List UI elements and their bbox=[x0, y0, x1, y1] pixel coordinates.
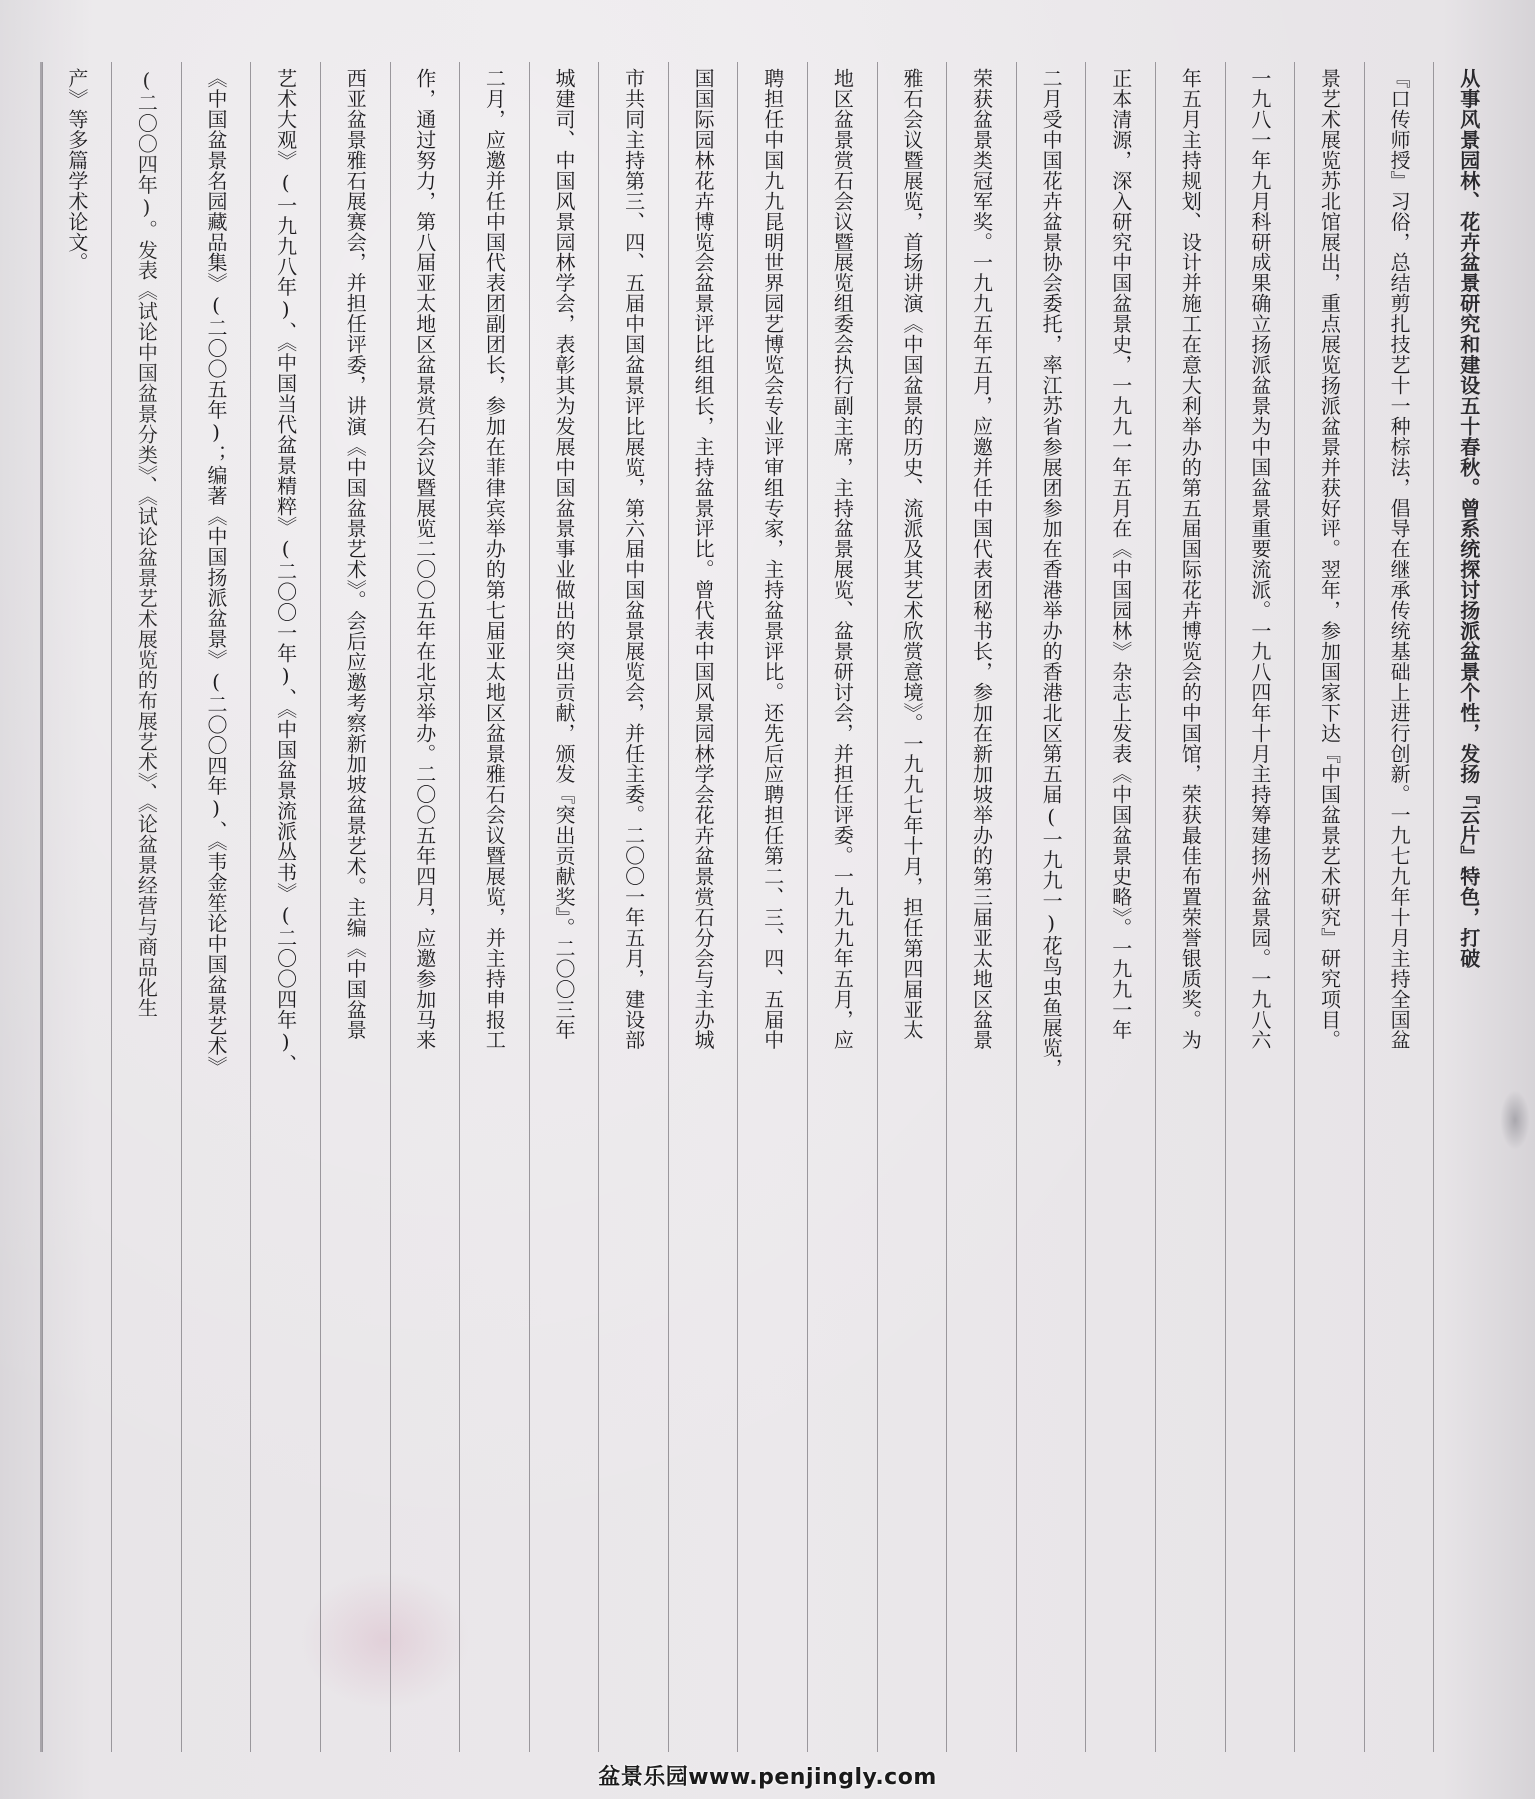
text-column bbox=[1294, 62, 1364, 1752]
text-column bbox=[598, 62, 668, 1752]
text-column bbox=[1225, 62, 1295, 1752]
column-text: 荣获盆景类冠军奖。一九九五年五月，应邀并任中国代表团秘书长，参加在新加坡举办的第三届亚太地区盆景 bbox=[969, 68, 994, 1051]
text-column bbox=[459, 62, 529, 1752]
column-text: 二月，应邀并任中国代表团副团长，参加在菲律宾举办的第七届亚太地区盆景雅石会议暨展览，并主持申报工 bbox=[482, 68, 507, 1051]
column-text: 国国际园林花卉博览会盆景评比组组长，主持盆景评比。曾代表中国风景园林学会花卉盆景赏石分会与主办城 bbox=[691, 68, 716, 1051]
text-column bbox=[250, 62, 320, 1752]
vertical-text-body bbox=[42, 62, 1503, 1752]
text-column bbox=[1016, 62, 1086, 1752]
column-text: 从事风景园林、花卉盆景研究和建设五十春秋。曾系统探讨扬派盆景个性，发扬『云片』特色，打破 bbox=[1456, 68, 1481, 969]
column-text: 市共同主持第三、四、五届中国盆景评比展览，第六届中国盆景展览会，并任主委。二〇〇一年五月，建设部 bbox=[621, 68, 646, 1051]
text-column bbox=[111, 62, 181, 1752]
site-watermark: 盆景乐园www.penjingly.com bbox=[598, 1765, 937, 1790]
column-text: 『口传师授』习俗，总结剪扎技艺十一种棕法，倡导在继承传统基础上进行创新。一九七九年十月主持全国盆 bbox=[1387, 68, 1412, 1051]
column-text: 《中国盆景名园藏品集》(二〇〇五年)；编著《中国扬派盆景》(二〇〇四年)、《韦金笙论中国盆景艺术》 bbox=[204, 68, 229, 1077]
text-column bbox=[737, 62, 807, 1752]
text-column bbox=[42, 62, 112, 1752]
text-column bbox=[1433, 62, 1503, 1752]
text-column bbox=[1085, 62, 1155, 1752]
column-text: 聘担任中国九九昆明世界园艺博览会专业评审组专家，主持盆景评比。还先后应聘担任第二、三、四、五届中 bbox=[760, 68, 785, 1051]
text-column bbox=[946, 62, 1016, 1752]
text-column bbox=[807, 62, 877, 1752]
text-column bbox=[877, 62, 947, 1752]
column-text: 地区盆景赏石会议暨展览组委会执行副主席，主持盆景展览、盆景研讨会，并担任评委。一九九九年五月，应 bbox=[830, 68, 855, 1051]
text-column bbox=[1364, 62, 1434, 1752]
column-text: 一九八一年九月科研成果确立扬派盆景为中国盆景重要流派。一九八四年十月主持筹建扬州盆景园。一九八六 bbox=[1247, 68, 1272, 1051]
column-text: 艺术大观》(一九九八年)、《中国当代盆景精粹》(二〇〇一年)、《中国盆景流派丛书》(二〇〇四年)、 bbox=[273, 68, 298, 1075]
column-text: 正本清源，深入研究中国盆景史，一九九一年五月在《中国园林》杂志上发表《中国盆景史略》。一九九一年 bbox=[1108, 68, 1133, 1041]
column-text: 二月受中国花卉盆景协会委托，率江苏省参展团参加在香港举办的香港北区第五届(一九九一)花鸟虫鱼展览， bbox=[1039, 68, 1064, 1079]
column-text: 年五月主持规划、设计并施工在意大利举办的第五届国际花卉博览会的中国馆，荣获最佳布置荣誉银质奖。为 bbox=[1178, 68, 1203, 1051]
column-text: 景艺术展览苏北馆展出，重点展览扬派盆景并获好评。翌年，参加国家下达『中国盆景艺术研究』研究项目。 bbox=[1317, 68, 1342, 1051]
column-text: 作，通过努力，第八届亚太地区盆景赏石会议暨展览二〇〇五年在北京举办。二〇〇五年四月，应邀参加马来 bbox=[412, 68, 437, 1051]
text-column bbox=[320, 62, 390, 1752]
text-column bbox=[181, 62, 251, 1752]
text-column bbox=[668, 62, 738, 1752]
column-text: 西亚盆景雅石展赛会，并担任评委，讲演《中国盆景艺术》。会后应邀考察新加坡盆景艺术。主编《中国盆景 bbox=[343, 68, 368, 1041]
text-column bbox=[529, 62, 599, 1752]
paper-stain bbox=[1500, 1090, 1530, 1150]
column-text: 雅石会议暨展览，首场讲演《中国盆景的历史、流派及其艺术欣赏意境》。一九九七年十月，担任第四届亚太 bbox=[899, 68, 924, 1041]
text-column bbox=[1155, 62, 1225, 1752]
column-text: 城建司、中国风景园林学会，表彰其为发展中国盆景事业做出的突出贡献，颁发『突出贡献奖』。二〇〇三年 bbox=[551, 68, 576, 1041]
text-column bbox=[390, 62, 460, 1752]
column-text: 产》等多篇学术论文。 bbox=[64, 68, 89, 273]
column-text: (二〇〇四年)。发表《试论中国盆景分类》、《试论盆景艺术展览的布展艺术》、《论盆景经营与商品化生 bbox=[134, 68, 159, 1019]
